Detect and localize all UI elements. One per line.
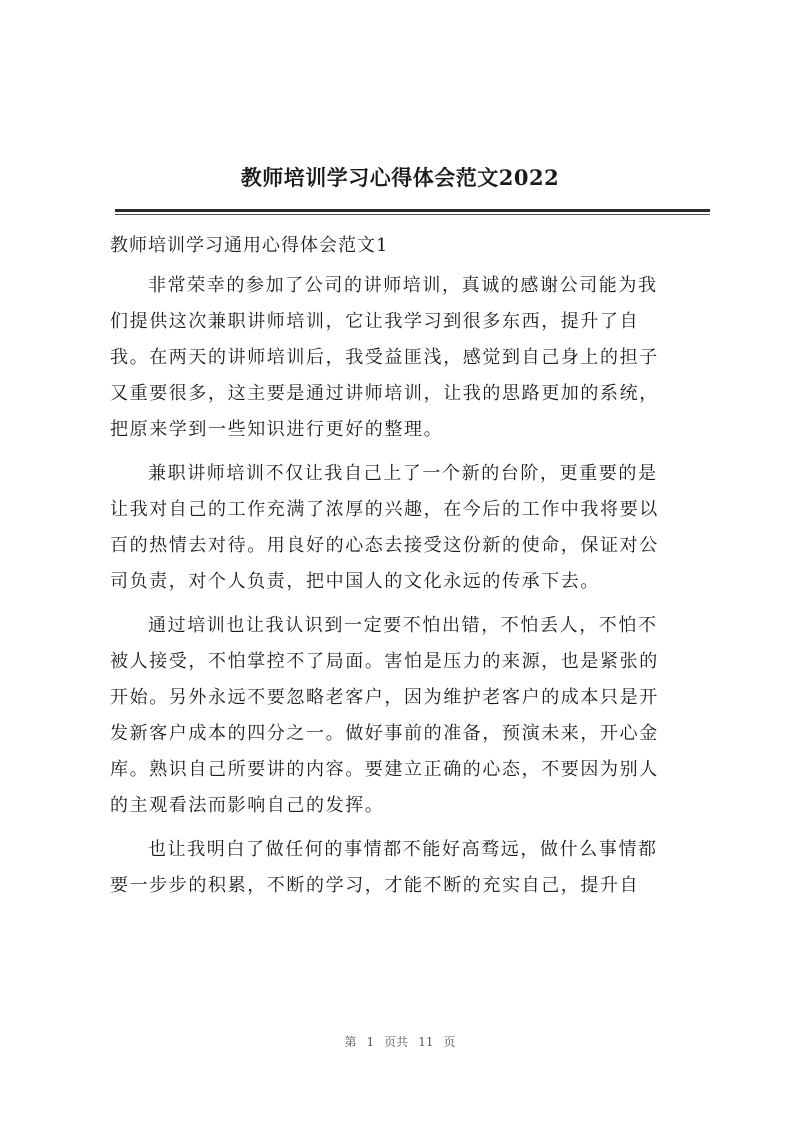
paragraph bbox=[110, 608, 710, 824]
page-footer bbox=[0, 1033, 800, 1050]
paragraph-line: 百的热情去对待。用良好的心态去接受这份新的使命，保证对公 bbox=[110, 535, 659, 556]
paragraph bbox=[110, 456, 710, 600]
page-label-prefix: 第 bbox=[344, 1035, 357, 1049]
page-label-suffix: 页 bbox=[443, 1035, 456, 1049]
document-title: 教师培训学习心得体会范文2022 bbox=[240, 165, 560, 190]
paragraph-line: 也让我明白了做任何的事情都不能好高骛远，做什么事情都 bbox=[148, 839, 658, 860]
paragraph-line: 发新客户成本的四分之一。做好事前的准备，预演未来，开心金 bbox=[110, 723, 659, 744]
paragraph-line: 把原来学到一些知识进行更好的整理。 bbox=[110, 419, 444, 440]
title-divider-thin bbox=[115, 214, 710, 215]
title-divider-thick bbox=[115, 209, 710, 212]
paragraph-line: 开始。另外永远不要忽略老客户，因为维护老客户的成本只是开 bbox=[110, 687, 659, 708]
paragraph bbox=[110, 268, 710, 448]
page-label-mid: 页共 bbox=[384, 1035, 409, 1049]
paragraph-line: 司负责，对个人负责，把中国人的文化永远的传承下去。 bbox=[110, 571, 600, 592]
paragraph-line: 让我对自己的工作充满了浓厚的兴趣，在今后的工作中我将要以 bbox=[110, 499, 659, 520]
paragraph-line: 又重要很多，这主要是通过讲师培训，让我的思路更加的系统， bbox=[110, 383, 659, 404]
paragraph-line: 的主观看法而影响自己的发挥。 bbox=[110, 795, 385, 816]
paragraph-line: 我。在两天的讲师培训后，我受益匪浅，感觉到自己身上的担子 bbox=[110, 347, 659, 368]
paragraph-line: 兼职讲师培训不仅让我自己上了一个新的台阶，更重要的是 bbox=[148, 463, 658, 484]
paragraph-line: 要一步步的积累，不断的学习，才能不断的充实自己，提升自 bbox=[110, 875, 640, 896]
paragraph-line: 库。熟识自己所要讲的内容。要建立正确的心态，不要因为别人 bbox=[110, 759, 659, 780]
current-page-number: 1 bbox=[366, 1035, 375, 1049]
total-pages-number: 11 bbox=[418, 1035, 434, 1049]
paragraph-line: 非常荣幸的参加了公司的讲师培训，真诚的感谢公司能为我 bbox=[148, 275, 658, 296]
paragraph-line: 通过培训也让我认识到一定要不怕出错，不怕丢人，不怕不 bbox=[148, 615, 658, 636]
section-subheading: 教师培训学习通用心得体会范文1 bbox=[110, 235, 389, 256]
paragraph bbox=[110, 832, 710, 904]
document-body bbox=[110, 268, 710, 912]
paragraph-line: 们提供这次兼职讲师培训，它让我学习到很多东西，提升了自 bbox=[110, 311, 640, 332]
paragraph-line: 被人接受，不怕掌控不了局面。害怕是压力的来源，也是紧张的 bbox=[110, 651, 659, 672]
